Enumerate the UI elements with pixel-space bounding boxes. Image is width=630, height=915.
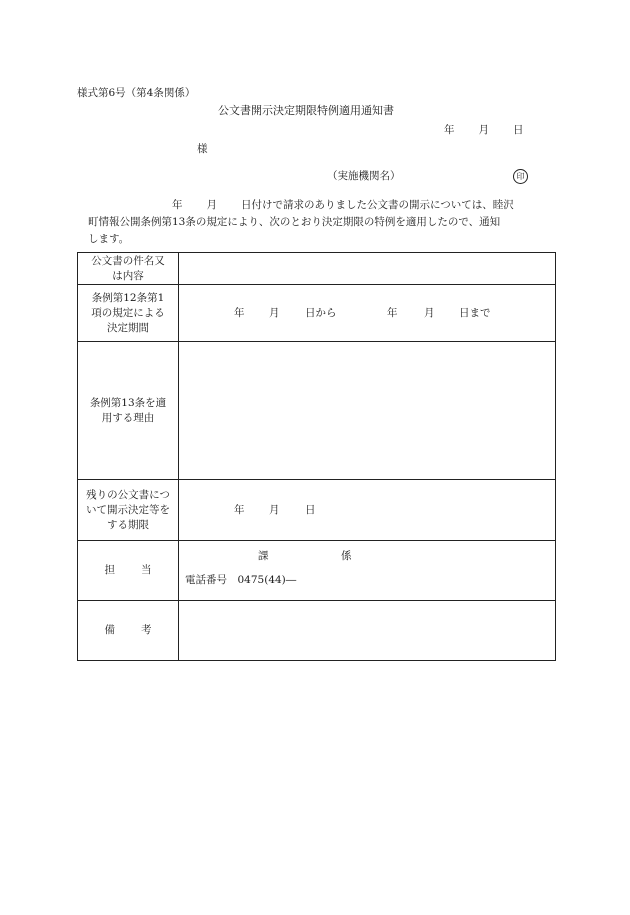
label-person-in-charge-b: 当 xyxy=(141,564,152,576)
document-title: 公文書開示決定期限特例適用通知書 xyxy=(218,104,394,117)
label-remarks-b: 考 xyxy=(141,624,152,636)
label-reason-text: 条例第13条を適用する理由 xyxy=(89,396,167,424)
body-line-1 xyxy=(88,197,554,214)
deadline-day: 日 xyxy=(305,504,316,516)
subsection-label: 係 xyxy=(341,549,352,562)
period-to-year: 年 xyxy=(387,307,398,319)
value-remarks[interactable] xyxy=(179,601,556,661)
body-line1-month: 月 xyxy=(206,199,217,211)
form-number: 様式第6号（第4条関係） xyxy=(77,87,196,99)
label-person-in-charge xyxy=(78,541,179,601)
period-to-day: 日まで xyxy=(459,307,491,319)
label-remarks xyxy=(78,601,179,661)
issue-date xyxy=(444,123,524,137)
row-decision-period xyxy=(78,285,556,342)
issue-date-day: 日 xyxy=(513,124,524,136)
issue-date-month: 月 xyxy=(478,124,489,136)
body-line1-text: 日付けで請求のありました公文書の開示については、睦沢 xyxy=(241,199,514,211)
value-decision-period[interactable] xyxy=(179,285,556,342)
label-remarks-a: 備 xyxy=(104,624,115,636)
value-reason[interactable] xyxy=(179,342,556,480)
row-person-in-charge xyxy=(78,541,556,601)
period-to-month: 月 xyxy=(424,307,435,319)
seal-mark xyxy=(513,169,528,184)
label-decision-period-text: 条例第12条第1項の規定による決定期間 xyxy=(91,291,165,334)
issue-date-year: 年 xyxy=(444,124,455,136)
notice-table xyxy=(77,252,556,661)
addressee-suffix: 様 xyxy=(197,143,208,155)
body-line1-year: 年 xyxy=(172,199,183,211)
label-person-in-charge-a: 担 xyxy=(104,564,115,576)
value-remaining-deadline[interactable] xyxy=(179,480,556,541)
notice-body xyxy=(88,197,554,248)
body-line-2: 町情報公開条例第13条の規定により、次のとおり決定期限の特例を適用したので、通知 xyxy=(88,216,501,228)
label-document-subject-text: 公文書の件名又は内容 xyxy=(91,254,165,282)
period-from-month: 月 xyxy=(269,307,280,319)
section-label: 課 xyxy=(258,549,269,562)
deadline-year: 年 xyxy=(234,504,245,516)
row-reason xyxy=(78,342,556,480)
label-reason xyxy=(78,342,179,480)
body-line-3: します。 xyxy=(88,233,130,245)
issuer-label: （実施機関名） xyxy=(327,170,401,182)
label-remaining-deadline xyxy=(78,480,179,541)
row-remarks xyxy=(78,601,556,661)
label-document-subject xyxy=(78,253,179,285)
period-from-day: 日から xyxy=(305,307,337,319)
row-document-subject xyxy=(78,253,556,285)
label-decision-period xyxy=(78,285,179,342)
value-document-subject[interactable] xyxy=(179,253,556,285)
row-remaining-deadline xyxy=(78,480,556,541)
period-from-year: 年 xyxy=(234,307,245,319)
phone-number: 電話番号 0475(44)― xyxy=(185,573,297,586)
label-remaining-deadline-text: 残りの公文書について開示決定等をする期限 xyxy=(86,488,170,531)
deadline-month: 月 xyxy=(269,504,280,516)
seal-mark-text: 印 xyxy=(513,169,528,184)
value-person-in-charge[interactable] xyxy=(179,541,556,601)
